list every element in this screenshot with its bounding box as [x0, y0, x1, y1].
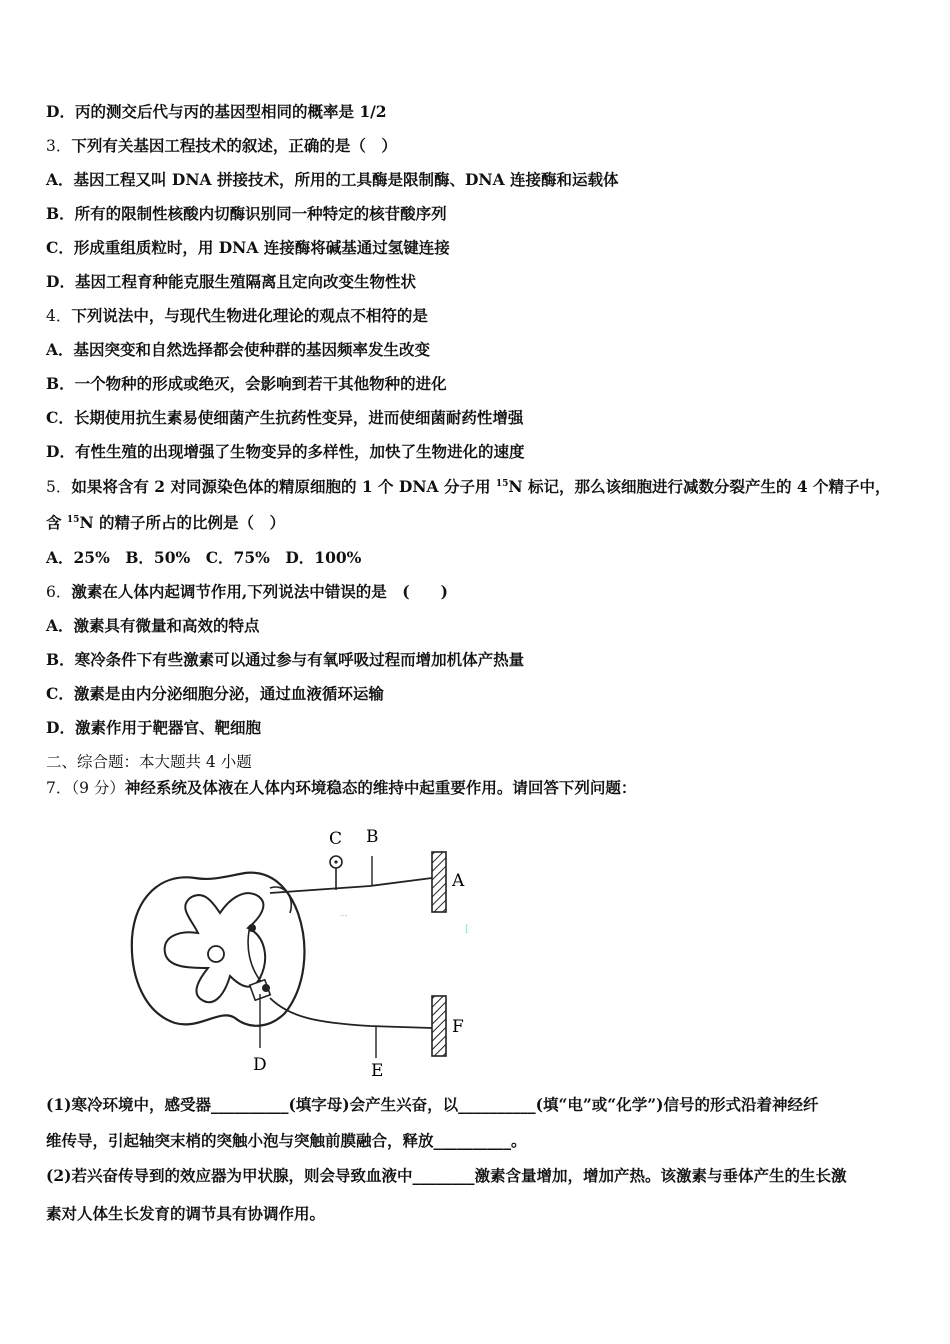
question-text: 神经系统及体液在人体内环境稳态的维持中起重要作用。请回答下列问题： — [124, 778, 637, 797]
q2-option-d: D．丙的测交后代与丙的基因型相同的概率是 1/2 — [46, 102, 387, 121]
label-e: E — [371, 1061, 384, 1080]
q3-option-a: A．基因工程又叫 DNA 拼接技术，所用的工具酶是限制酶、DNA 连接酶和运载体 — [46, 170, 619, 189]
question-number: 6． — [46, 583, 72, 601]
q3-option-c: C．形成重组质粒时，用 DNA 连接酶将碱基通过氢键连接 — [46, 238, 450, 257]
q7-stem — [46, 778, 636, 798]
q4-option-a: A．基因突变和自然选择都会使种群的基因频率发生改变 — [46, 340, 431, 359]
reflex-arc-diagram — [120, 818, 480, 1080]
question-number: 5． — [46, 478, 72, 496]
question-number: 3． — [46, 137, 72, 155]
q3-stem — [46, 136, 397, 156]
q6-option-c: C．激素是由内分泌细胞分泌，通过血液循环运输 — [46, 684, 384, 703]
q4-stem — [46, 306, 428, 326]
question-text: 激素在人体内起调节作用,下列说法中错误的是 ( ) — [71, 582, 448, 601]
isotope-superscript: 15 — [495, 478, 509, 489]
q5-options: A．25% B．50% C．75% D．100% — [46, 548, 362, 567]
q7-sub1-line1: (1)寒冷环境中，感受器__________(填字母)会产生兴奋，以__________(填“电”或“化学”)信号的形式沿着神经纤 — [46, 1095, 819, 1114]
label-a: A — [452, 871, 465, 891]
question-text: N 标记，那么该细胞进行减数分裂产生的 4 个精子中， — [508, 477, 891, 496]
motor-neuron-body — [262, 984, 270, 992]
question-text: 下列有关基因工程技术的叙述，正确的是（ ） — [71, 136, 397, 155]
q6-stem — [46, 582, 448, 602]
spinal-cord-outline — [132, 873, 305, 1026]
isotope-superscript: 15 — [66, 514, 80, 525]
effector-f — [432, 996, 446, 1056]
label-b: B — [366, 827, 379, 847]
q3-option-b: B．所有的限制性核酸内切酶识别同一种特定的核苷酸序列 — [46, 204, 447, 223]
svg-text:-·-: -·- — [340, 912, 348, 920]
q6-option-a: A．激素具有微量和高效的特点 — [46, 616, 260, 635]
q5-stem-line2 — [46, 513, 285, 533]
question-text: 下列说法中，与现代生物进化理论的观点不相符的是 — [71, 306, 428, 325]
central-canal — [208, 946, 224, 962]
question-number: 4． — [46, 307, 72, 325]
efferent-nerve — [270, 998, 432, 1028]
q5-stem-line1 — [46, 477, 891, 497]
question-text: N 的精子所占的比例是（ ） — [79, 513, 286, 532]
section-heading: 二、综合题：本大题共 4 小题 — [46, 753, 252, 771]
q7-sub2-line2: 素对人体生长发育的调节具有协调作用。 — [46, 1204, 326, 1223]
question-number: 7．（9 分） — [46, 779, 125, 797]
question-text: 含 — [46, 513, 67, 532]
q6-option-d: D．激素作用于靶器官、靶细胞 — [46, 718, 261, 737]
receptor-a — [432, 852, 446, 912]
interneuron — [248, 926, 262, 983]
q7-sub2-line1: (2)若兴奋传导到的效应器为甲状腺，则会导致血液中________激素含量增加，增加产热。该激素与垂体产生的生长激 — [46, 1166, 847, 1185]
label-d: D — [253, 1055, 267, 1075]
q7-sub1-line2: 维传导，引起轴突末梢的突触小泡与突触前膜融合，释放__________。 — [46, 1131, 527, 1150]
q4-option-b: B．一个物种的形成或绝灭，会影响到若干其他物种的进化 — [46, 374, 447, 393]
q4-option-c: C．长期使用抗生素易使细菌产生抗药性变异，进而使细菌耐药性增强 — [46, 408, 524, 427]
q3-option-d: D．基因工程育种能克服生殖隔离且定向改变生物性状 — [46, 272, 416, 291]
label-f: F — [452, 1017, 464, 1037]
q6-option-b: B．寒冷条件下有些激素可以通过参与有氧呼吸过程而增加机体产热量 — [46, 650, 525, 669]
afferent-nerve — [270, 878, 432, 893]
label-c: C — [329, 829, 343, 849]
q4-option-d: D．有性生殖的出现增强了生物变异的多样性，加快了生物进化的速度 — [46, 442, 525, 461]
question-text: 如果将含有 2 对同源染色体的精原细胞的 1 个 DNA 分子用 — [71, 477, 496, 496]
svg-text:[: [ — [465, 924, 469, 935]
neuron-cell-body — [248, 924, 256, 932]
